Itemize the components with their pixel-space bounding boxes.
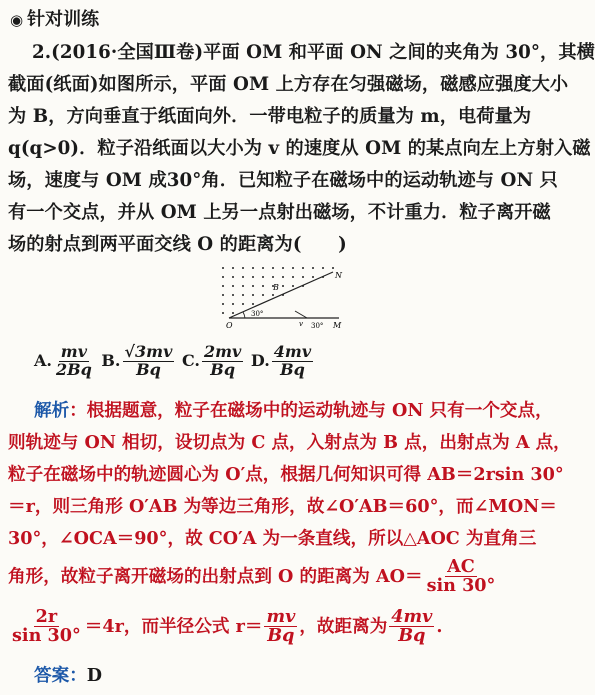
heading-title: 针对训练 xyxy=(27,9,100,30)
field-dot xyxy=(222,312,224,314)
field-dot xyxy=(252,303,254,305)
field-dot xyxy=(252,294,254,296)
field-dot xyxy=(322,267,324,269)
section-heading xyxy=(10,5,99,31)
field-dot xyxy=(222,294,224,296)
answer-line xyxy=(34,662,102,687)
option-b: B. $\frac{√3mv}{Bq}$ xyxy=(101,342,173,379)
question-line-5: 场，速度与 OM 成30°角．已知粒子在磁场中的运动轨迹与 ON 只 xyxy=(8,170,558,191)
field-dot xyxy=(302,267,304,269)
field-dot xyxy=(242,267,244,269)
solution-line-6: 角形，故粒子离开磁场的出射点到 O 的距离为 AO＝ $\frac{AC}{\sin 30^\circ}$ xyxy=(8,556,496,597)
field-dot xyxy=(272,267,274,269)
solution-line-4: ＝r，则三角形 O′AB 为等边三角形，故∠O′AB＝60°，而∠MON＝ xyxy=(8,496,557,517)
angle-arc xyxy=(243,312,245,318)
field-dot xyxy=(232,294,234,296)
question-line-4: q(q>0)．粒子沿纸面以大小为 v 的速度从 OM 的某点向左上方射入磁 xyxy=(8,138,591,159)
field-dot xyxy=(232,276,234,278)
label-v: v xyxy=(299,320,303,328)
solution-line-5: 30°，∠OCA＝90°，故 CO′A 为一条直线，所以△AOC 为直角三 xyxy=(8,528,537,549)
field-dot xyxy=(262,294,264,296)
field-dot xyxy=(312,276,314,278)
field-dot xyxy=(222,303,224,305)
field-dot xyxy=(232,312,234,314)
label-o: O xyxy=(226,321,233,330)
field-dot xyxy=(222,276,224,278)
label-angle-2: 30° xyxy=(311,322,324,330)
field-dot xyxy=(312,267,314,269)
bullet-icon: ◉ xyxy=(10,11,24,29)
field-dot xyxy=(272,276,274,278)
field-dot xyxy=(292,276,294,278)
field-dot xyxy=(262,267,264,269)
field-dot xyxy=(292,267,294,269)
field-dot xyxy=(302,276,304,278)
field-dot xyxy=(332,267,334,269)
field-dot xyxy=(242,294,244,296)
option-c: C. $\frac{2mv}{Bq}$ xyxy=(181,342,242,379)
field-dot xyxy=(222,285,224,287)
question-line-2: 截面(纸面)如图所示，平面 OM 上方存在匀强磁场，磁感应强度大小 xyxy=(8,74,569,95)
field-dot xyxy=(232,303,234,305)
solution-line-2: 则轨迹与 ON 相切，设切点为 C 点，入射点为 B 点，出射点为 A 点， xyxy=(8,432,571,453)
plane-on-line xyxy=(229,272,333,318)
question-line-7: 场的射点到两平面交线 O 的距离为( ) xyxy=(8,234,347,255)
field-dot xyxy=(282,276,284,278)
solution-line-3: 粒子在磁场中的轨迹圆心为 O′点，根据几何知识可得 AB＝2rsin 30° xyxy=(8,464,564,485)
field-dot xyxy=(242,285,244,287)
question-line-1: 2.(2016·全国Ⅲ卷)平面 OM 和平面 ON 之间的夹角为 30°，其横 xyxy=(32,42,595,63)
option-a: A. $\frac{mv}{2Bq}$ xyxy=(34,342,92,379)
label-b: B xyxy=(273,283,279,292)
magnetic-field-diagram xyxy=(215,262,347,332)
solution-label: 解析 xyxy=(34,400,70,421)
options-row xyxy=(34,344,315,379)
field-dot xyxy=(262,276,264,278)
field-dot xyxy=(252,276,254,278)
field-dot xyxy=(272,294,274,296)
question-line-6: 有一个交点，并从 OM 上另一点射出磁场，不计重力．粒子离开磁 xyxy=(8,202,551,223)
label-m: M xyxy=(333,321,342,330)
velocity-arrow xyxy=(295,311,307,318)
answer-label: 答案： xyxy=(34,665,87,686)
answer-value: D xyxy=(86,665,103,686)
field-dot xyxy=(252,285,254,287)
field-dot xyxy=(252,267,254,269)
field-dot xyxy=(232,285,234,287)
question-line-3: 为 B，方向垂直于纸面向外．一带电粒子的质量为 m，电荷量为 xyxy=(8,106,532,127)
field-dot xyxy=(242,303,244,305)
label-angle-1: 30° xyxy=(251,310,264,318)
field-dot xyxy=(282,285,284,287)
solution-line-7: $\frac{2r}{\sin 30^\circ}$ ＝4r，而半径公式 r＝ $\frac{mv}{Bq}$ ，故距离为 $\frac{4mv}{Bq}$ . xyxy=(12,606,443,647)
field-dot xyxy=(282,267,284,269)
field-dot xyxy=(292,285,294,287)
solution-line-1: 解析：根据题意，粒子在磁场中的运动轨迹与 ON 只有一个交点， xyxy=(34,400,553,421)
field-dot xyxy=(262,285,264,287)
label-n: N xyxy=(335,271,342,280)
field-dot xyxy=(232,267,234,269)
field-dot xyxy=(222,267,224,269)
field-dot xyxy=(242,276,244,278)
option-d: D. $\frac{4mv}{Bq}$ xyxy=(250,342,312,379)
